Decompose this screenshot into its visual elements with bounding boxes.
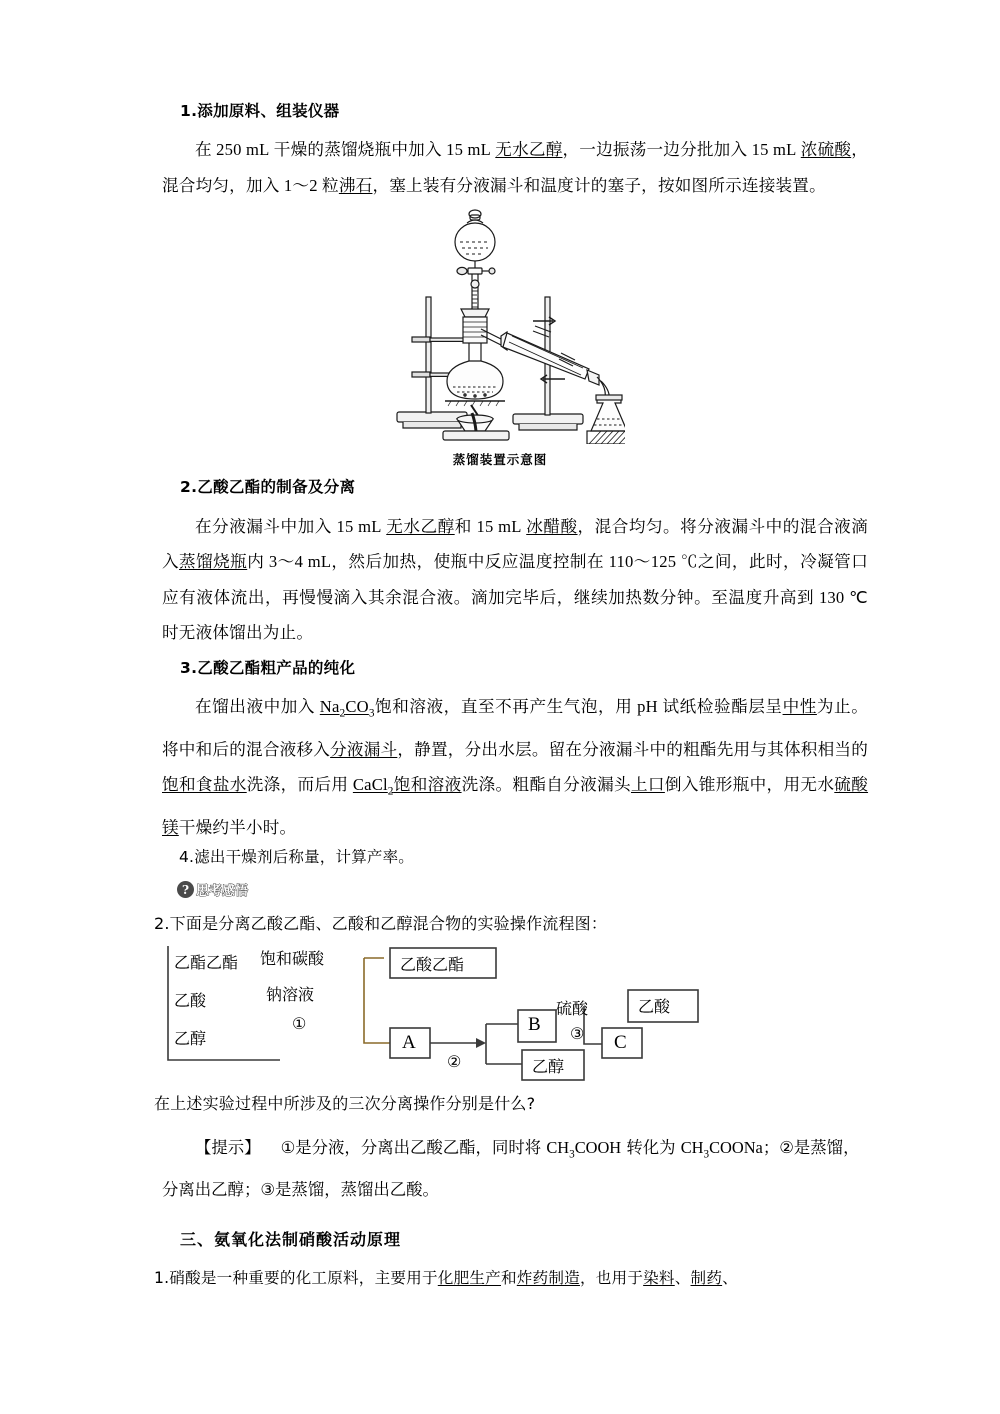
section-three-paragraph: 1.硝酸是一种重要的化工原料，主要用于化肥生产和炸药制造，也用于染料、制药、 bbox=[154, 1268, 738, 1287]
distillation-apparatus-figure bbox=[132, 209, 868, 468]
separation-flowchart bbox=[132, 940, 868, 1088]
flowchart-node-b: B bbox=[528, 1013, 541, 1035]
flowchart-input-2: 乙酸 bbox=[174, 992, 207, 1010]
distillation-apparatus-svg bbox=[375, 209, 625, 444]
question-mark-icon: ? bbox=[177, 881, 194, 898]
flowchart-step-2: ② bbox=[447, 1053, 462, 1071]
think-badge bbox=[177, 880, 248, 900]
question-number-line: 2.下面是分离乙酸乙酯、乙酸和乙醇混合物的实验操作流程图： bbox=[154, 913, 608, 933]
think-badge-label: 思考感悟 bbox=[196, 884, 249, 900]
flowchart-reagent-line1: 饱和碳酸 bbox=[260, 950, 325, 968]
section-3-paragraph: 在馏出液中加入 $Na_2CO_3$饱和溶液，直至不再产生气泡，用 pH 试纸检验酯层呈中性为止。将中和后的混合液移入分液漏斗，静置，分出水层。留在分液漏斗中的粗酯先用与其体积相当的饱和食盐水洗涤，而后用 CaCl$_2$饱和溶液洗涤。粗酯自分液漏头上口倒入锥形瓶中，用无水硫酸镁干燥约半小时。 bbox=[162, 696, 869, 837]
question-ask-line: 在上述实验过程中所涉及的三次分离操作分别是什么? bbox=[154, 1093, 536, 1113]
flowchart-node-acid: 乙酸 bbox=[638, 998, 671, 1016]
flowchart-node-ethanol: 乙醇 bbox=[532, 1058, 565, 1076]
section-2-heading: 2.乙酸乙酯的制备及分离 bbox=[180, 478, 356, 497]
flowchart-node-c: C bbox=[614, 1031, 627, 1053]
flowchart-label-sulfuric: 硫酸 bbox=[556, 1000, 589, 1018]
flowchart-step-3: ③ bbox=[570, 1025, 585, 1043]
flowchart-node-ester: 乙酸乙酯 bbox=[400, 956, 465, 974]
section-3-heading: 3.乙酸乙酯粗产品的纯化 bbox=[180, 658, 356, 677]
section-1-paragraph: 在 250 mL 干燥的蒸馏烧瓶中加入 15 mL 无水乙醇，一边振荡一边分批加入 15 mL 浓硫酸，混合均匀，加入 1～2 粒沸石，塞上装有分液漏斗和温度计的塞子，按如图所示连接装置。 bbox=[162, 140, 868, 195]
page-content bbox=[132, 100, 868, 1288]
hint-label: 【提示】 bbox=[195, 1137, 261, 1157]
figure-caption: 蒸馏装置示意图 bbox=[452, 452, 548, 468]
section-1-heading: 1.添加原料、组装仪器 bbox=[180, 102, 340, 120]
flowchart-svg bbox=[132, 940, 868, 1088]
flowchart-reagent-line2: 钠溶液 bbox=[266, 986, 315, 1004]
step-4-line: 4.滤出干燥剂后称量，计算产率。 bbox=[179, 848, 414, 867]
section-2-paragraph: 在分液漏斗中加入 15 mL 无水乙醇和 15 mL 冰醋酸，混合均匀。将分液漏斗中的混合液滴入蒸馏烧瓶内 3～4 mL，然后加热，使瓶中反应温度控制在 110～125 ℃之间，此时，冷凝管口应有液体流出，再慢慢滴入其余混合液。滴加完毕后，继续加热数分钟。至温度升高到 130 ℃时无液体馏出为止。 bbox=[162, 516, 868, 642]
hint-paragraph: 【提示】 ①是分液，分离出乙酸乙酯，同时将 $CH_3COOH$ 转化为 $CH_3COONa$；②是蒸馏，分离出乙醇；③是蒸馏，蒸馏出乙酸。 bbox=[162, 1137, 860, 1199]
flowchart-node-a: A bbox=[402, 1031, 416, 1053]
flowchart-input-1: 乙酯乙酯 bbox=[174, 954, 239, 972]
section-three-heading: 三、氨氧化法制硝酸活动原理 bbox=[180, 1229, 402, 1249]
flowchart-step-1: ① bbox=[292, 1015, 307, 1033]
flowchart-input-3: 乙醇 bbox=[174, 1030, 207, 1048]
